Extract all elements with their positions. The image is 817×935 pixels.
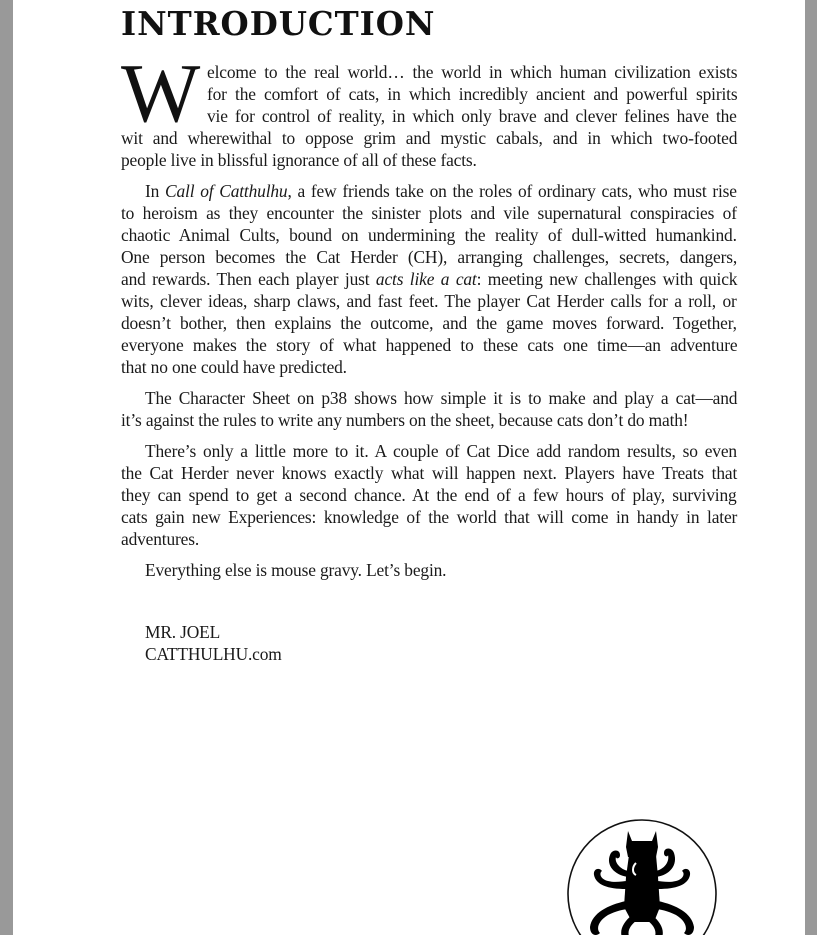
text-line: everyone makes the story of what happened to these cats one time—an adventure [121,335,738,355]
text-run: , a few friends take on the roles of ordinary cats, who must rise [287,181,737,201]
text-line: cats gain new Experiences: knowledge of the world that will come in handy in later [121,507,738,527]
paragraph-welcome [121,47,738,171]
game-title-italic: Call of Catthulhu [165,181,288,201]
drop-cap: W [121,47,201,140]
text-line: adventures. [121,529,200,549]
paragraph-character-sheet [121,387,737,431]
page-title: INTRODUCTION [121,4,436,43]
text-line: One person becomes the Cat Herder (CH), arranging challenges, secrets, dangers, [121,247,738,267]
text-line: the Cat Herder never knows exactly what will happen next. Players have Treats that [121,463,738,483]
text-run: : meeting new challenges with quick [476,269,738,289]
text-line: they can spend to get a second chance. At the end of a few hours of play, surviving [121,485,737,505]
author-website[interactable]: CATTHULHU.com [145,644,282,664]
text-line: wit and wherewithal to oppose grim and mystic cabals, and in which two-footed [121,128,738,148]
text-line: Everything else is mouse gravy. Let’s begin. [145,560,447,580]
text-line: for the comfort of cats, in which incredibly ancient and powerful spirits [207,84,738,104]
document-page [13,0,805,935]
cat-octopus-emblem-icon [566,817,726,935]
text-line: to heroism as they encounter the sinister plots and vile supernatural conspiracies of [121,203,737,223]
text-line: it’s against the rules to write any numbers on the sheet, because cats don’t do math! [121,410,689,430]
text-line: chaotic Animal Cults, bound on undermining the reality of dull-witted humankind. [121,225,737,245]
text-line [121,268,737,290]
emphasis-italic: acts like a cat [375,269,477,289]
text-run: and rewards. Then each player just [121,269,376,289]
text-line [121,180,737,202]
text-line: wits, clever ideas, sharp claws, and fast feet. The player Cat Herder calls for a roll, or [121,291,737,311]
text-line: vie for control of reality, in which only brave and clever felines have the [207,106,737,126]
text-run: In [145,181,166,201]
paragraph-game-overview [121,180,737,378]
text-line: There’s only a little more to it. A couple of Cat Dice add random results, so even [145,441,737,461]
paragraph-dice-treats [121,440,737,550]
text-line: doesn’t bother, then explains the outcome, and the game moves forward. Together, [121,313,737,333]
paragraph-closing [121,559,737,581]
author-name: MR. JOEL [145,622,221,642]
signature-block [121,621,737,665]
text-line: that no one could have predicted. [121,357,347,377]
text-line: people live in blissful ignorance of all of these facts. [121,150,477,170]
text-line: elcome to the real world… the world in which human civilization exists [207,62,738,82]
text-line: The Character Sheet on p38 shows how simple it is to make and play a cat—and [145,388,738,408]
